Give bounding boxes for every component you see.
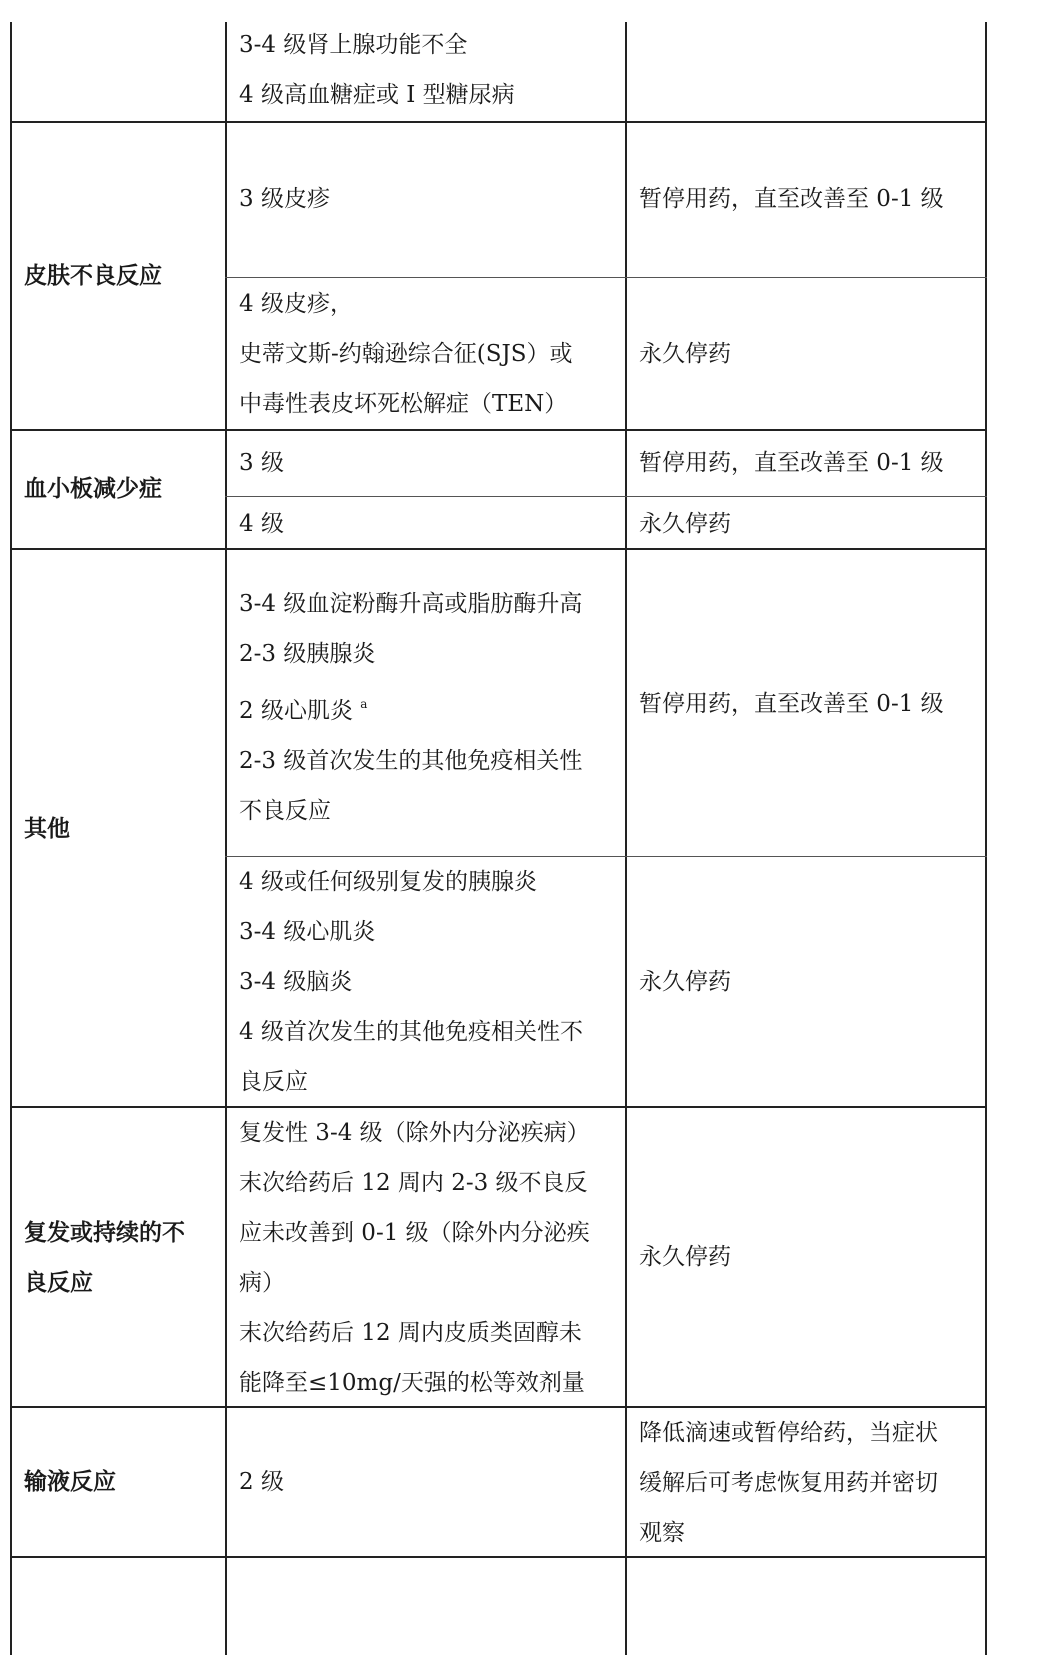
condition-line: 3-4 级肾上腺功能不全 [239, 32, 468, 58]
condition-line: 4 级首次发生的其他免疫相关性不 [239, 1019, 583, 1045]
condition-line: 4 级或任何级别复发的胰腺炎 [239, 869, 537, 895]
infusion-conditions [239, 1457, 614, 1507]
category-infusion: 输液反应 [24, 1469, 116, 1495]
skin-row2-conditions [239, 279, 614, 429]
condition-line: 中毒性表皮坏死松解症（TEN） [239, 391, 568, 417]
condition-line: 良反应 [239, 1069, 308, 1095]
condition-line: 复发性 3-4 级（除外内分泌疾病） [239, 1120, 590, 1146]
top-conditions [239, 20, 614, 120]
condition-line: 3-4 级心肌炎 [239, 919, 376, 945]
condition-line: 4 级 [239, 511, 284, 537]
condition-line: 2-3 级首次发生的其他免疫相关性 [239, 748, 583, 774]
infusion-action [639, 1408, 979, 1558]
column-divider-2 [625, 22, 627, 1655]
skin-row1-conditions [239, 174, 614, 224]
table-left-border [10, 22, 12, 1655]
other-row2-conditions [239, 857, 614, 1107]
action-line: 降低滴速或暂停给药，当症状 [639, 1420, 938, 1446]
condition-line: 应未改善到 0-1 级（除外内分泌疾 [239, 1220, 590, 1246]
other-row1-conditions [239, 579, 614, 836]
category-skin: 皮肤不良反应 [24, 263, 162, 289]
condition-line: 末次给药后 12 周内皮质类固醇未 [239, 1320, 582, 1346]
condition-line [239, 679, 614, 736]
row-divider [225, 496, 987, 497]
footnote-mark: a [360, 697, 368, 711]
condition-line: 3 级皮疹 [239, 186, 330, 212]
category-line: 良反应 [24, 1270, 93, 1296]
other-row1-action: 暂停用药，直至改善至 0-1 级 [639, 691, 944, 717]
action-line: 观察 [639, 1520, 685, 1546]
row-divider [10, 429, 987, 431]
condition-line: 4 级高血糖症或 I 型糖尿病 [239, 82, 515, 108]
condition-line: 末次给药后 12 周内 2-3 级不良反 [239, 1170, 588, 1196]
recurrent-action: 永久停药 [639, 1244, 731, 1270]
skin-row1-action: 暂停用药，直至改善至 0-1 级 [639, 186, 944, 212]
category-recurrent [24, 1208, 214, 1308]
condition-line: 3-4 级脑炎 [239, 969, 353, 995]
row-divider [225, 277, 987, 278]
recurrent-conditions [239, 1108, 614, 1408]
condition-line: 3 级 [239, 450, 284, 476]
condition-line: 不良反应 [239, 798, 331, 824]
category-other: 其他 [24, 816, 70, 842]
condition-line: 病） [239, 1270, 285, 1296]
condition-text: 2 级心肌炎 [239, 698, 353, 724]
row-divider [10, 121, 987, 123]
condition-line: 能降至≤10mg/天强的松等效剂量 [239, 1370, 585, 1396]
platelet-row1-action: 暂停用药，直至改善至 0-1 级 [639, 450, 944, 476]
skin-row2-action: 永久停药 [639, 341, 731, 367]
column-divider-1 [225, 22, 227, 1655]
table-right-border [985, 22, 987, 1655]
category-platelet: 血小板减少症 [24, 476, 162, 502]
condition-line: 3-4 级血淀粉酶升高或脂肪酶升高 [239, 591, 583, 617]
condition-line: 2 级 [239, 1469, 284, 1495]
action-line: 缓解后可考虑恢复用药并密切 [639, 1470, 938, 1496]
category-line: 复发或持续的不 [24, 1220, 185, 1246]
condition-line: 4 级皮疹， [239, 291, 353, 317]
condition-line: 史蒂文斯-约翰逊综合征(SJS）或 [239, 341, 573, 367]
condition-line: 2-3 级胰腺炎 [239, 641, 376, 667]
platelet-row2-action: 永久停药 [639, 511, 731, 537]
platelet-row1-conditions [239, 438, 614, 488]
other-row2-action: 永久停药 [639, 969, 731, 995]
platelet-row2-conditions [239, 499, 614, 549]
